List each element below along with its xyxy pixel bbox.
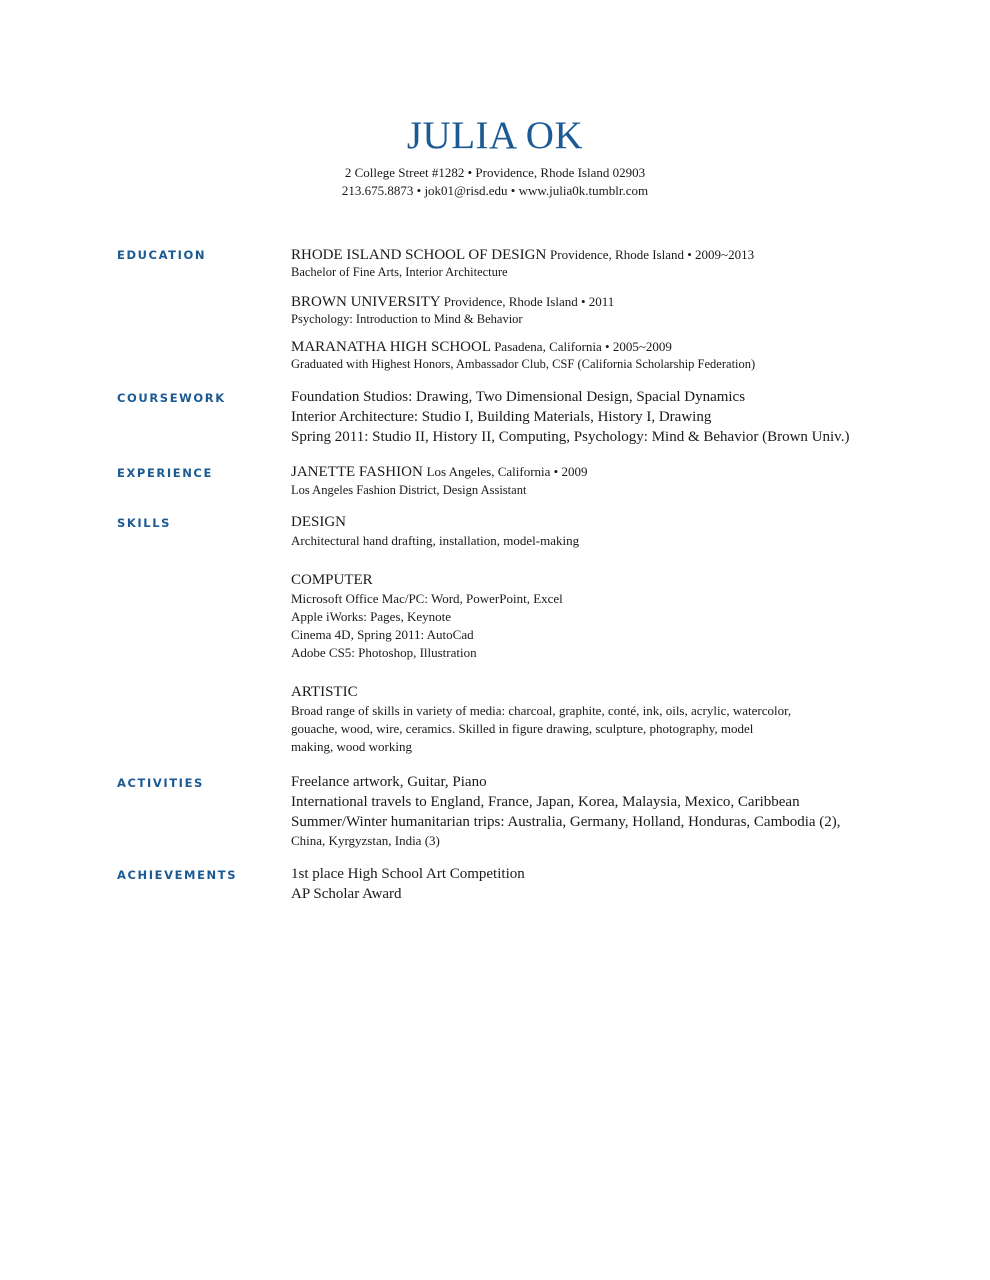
section-label-education: EDUCATION [117,248,207,262]
achievement-line: AP Scholar Award [291,886,402,902]
skill-line: Adobe CS5: Photoshop, Illustration [291,645,477,660]
section-label-coursework: COURSEWORK [117,391,226,405]
activity-line: Freelance artwork, Guitar, Piano [291,774,487,790]
section-label-activities: ACTIVITIES [117,776,204,790]
section-label-experience: EXPERIENCE [117,466,213,480]
company-meta: Los Angeles, California • 2009 [426,464,588,479]
coursework-line: Foundation Studios: Drawing, Two Dimensional Design, Spacial Dynamics [291,389,746,405]
school-detail: Psychology: Introduction to Mind & Behavior [291,312,523,326]
activity-line: International travels to England, France, Japan, Korea, Malaysia, Mexico, Caribbean [291,794,800,810]
activities-list [291,772,891,849]
skill-group-computer [291,570,891,662]
school-detail: Graduated with Highest Honors, Ambassador Club, CSF (California Scholarship Federation) [291,357,756,371]
skill-line: gouache, wood, wire, ceramics. Skilled in figure drawing, sculpture, photography, model [291,721,754,736]
school-name: BROWN UNIVERSITY [291,294,441,310]
achievements-list [291,864,891,904]
address-line: 2 College Street #1282 • Providence, Rhode Island 02903 [344,165,646,180]
school-meta: Providence, Rhode Island • 2011 [443,294,615,309]
skill-line: Microsoft Office Mac/PC: Word, PowerPoint, Excel [291,591,563,606]
skill-title: ARTISTIC [291,684,358,700]
education-entry [291,293,891,327]
skill-line: Apple iWorks: Pages, Keynote [291,609,451,624]
skill-group-design [291,512,891,550]
skill-line: Cinema 4D, Spring 2011: AutoCad [291,627,474,642]
resume-name: JULIA OK [406,114,584,157]
skill-line: Architectural hand drafting, installation, model-making [291,533,580,548]
coursework-list [291,387,891,447]
school-detail: Bachelor of Fine Arts, Interior Architecture [291,265,508,279]
skill-line: making, wood working [291,739,412,754]
skill-title: COMPUTER [291,572,373,588]
school-name: MARANATHA HIGH SCHOOL [291,339,491,355]
section-label-achievements: ACHIEVEMENTS [117,868,238,882]
experience-detail: Los Angeles Fashion District, Design Assistant [291,483,527,497]
coursework-line: Spring 2011: Studio II, History II, Computing, Psychology: Mind & Behavior (Brown Univ.) [291,429,850,445]
company-name: JANETTE FASHION [291,464,423,480]
school-meta: Providence, Rhode Island • 2009~2013 [550,247,755,262]
coursework-line: Interior Architecture: Studio I, Building Materials, History I, Drawing [291,409,712,425]
activity-line: Summer/Winter humanitarian trips: Australia, Germany, Holland, Honduras, Cambodia (2), [291,814,841,830]
experience-entry [291,463,891,498]
school-name: RHODE ISLAND SCHOOL OF DESIGN [291,247,547,263]
education-entry [291,246,891,280]
skill-group-artistic [291,682,891,756]
education-entry [291,338,891,372]
contact-line: 213.675.8873 • jok01@risd.edu • www.julia0k.tumblr.com [341,183,649,198]
activity-line: China, Kyrgyzstan, India (3) [291,833,440,848]
skill-title: DESIGN [291,514,346,530]
section-label-skills: SKILLS [117,516,172,530]
skill-line: Broad range of skills in variety of media: charcoal, graphite, conté, ink, oils, acrylic, watercolor, [291,703,792,718]
achievement-line: 1st place High School Art Competition [291,866,525,882]
school-meta: Pasadena, California • 2005~2009 [494,339,672,354]
